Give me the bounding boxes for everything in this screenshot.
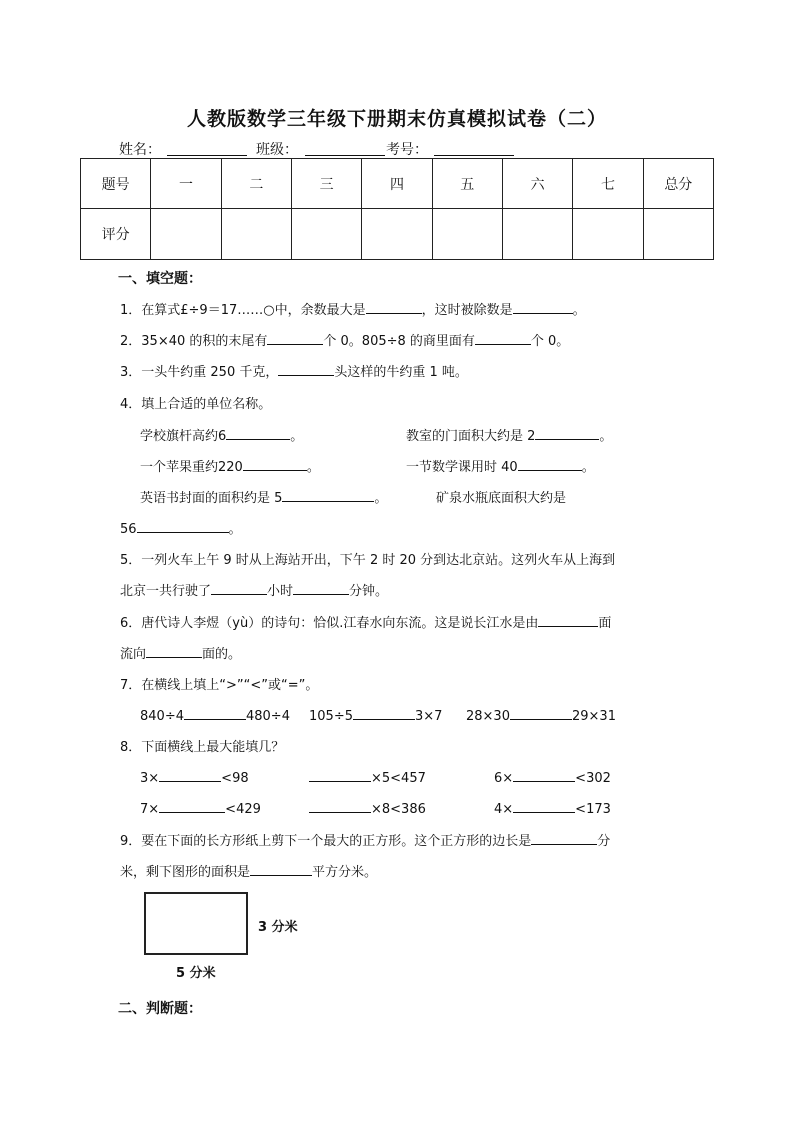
question-text: 3．一头牛约重 250 千克， <box>120 365 279 380</box>
question-4-item <box>406 456 595 475</box>
question-text: 个 0。805÷8 的商里面有 <box>323 334 475 349</box>
question-text: 面的。 <box>202 647 242 662</box>
question-text: 英语书封面的面积约是 5 <box>140 491 283 506</box>
question-8-stem: 8．下面横线上最大能填几？ <box>120 740 285 755</box>
question-4-item <box>140 456 320 475</box>
question-text: 一个苹果重约220 <box>140 460 243 475</box>
score-cell[interactable] <box>573 209 643 260</box>
question-text: 6．唐代诗人李煜（yù）的诗句：恰似.江春水向东流。这是说长江水是由 <box>120 616 539 631</box>
question-9 <box>120 830 610 849</box>
answer-blank[interactable] <box>146 644 202 658</box>
answer-blank[interactable] <box>211 581 267 595</box>
answer-blank[interactable] <box>513 799 575 813</box>
score-cell[interactable] <box>643 209 713 260</box>
answer-blank[interactable] <box>159 799 225 813</box>
question-text: 北京一共行驶了 <box>120 584 212 599</box>
answer-blank[interactable] <box>159 768 221 782</box>
answer-blank[interactable] <box>184 706 246 720</box>
question-text: 。 <box>581 460 595 475</box>
question-text: 米，剩下图形的面积是 <box>120 865 251 880</box>
question-8-item <box>494 768 611 786</box>
table-header-cell: 二 <box>221 159 291 209</box>
question-8-item <box>494 799 611 817</box>
question-text: 480÷4 <box>245 709 290 724</box>
answer-blank[interactable] <box>293 581 349 595</box>
question-text: 教室的门面积大约是 2 <box>406 429 536 444</box>
question-text: <98 <box>221 771 249 786</box>
question-text: 面 <box>598 616 612 631</box>
question-8-item <box>140 768 249 786</box>
question-text: <173 <box>575 802 611 817</box>
question-text: 2．35×40 的积的末尾有 <box>120 334 268 349</box>
question-text: 29×31 <box>571 709 616 724</box>
page-title: 人教版数学三年级下册期末仿真模拟试卷（二） <box>186 108 607 130</box>
question-text: 9．要在下面的长方形纸上剪下一个最大的正方形。这个正方形的边长是 <box>120 834 532 849</box>
table-header-cell: 题号 <box>81 159 151 209</box>
question-text: 1．在算式£÷9＝17……○中，余数最大是 <box>120 303 366 318</box>
answer-blank[interactable] <box>278 362 334 376</box>
score-cell[interactable] <box>432 209 502 260</box>
question-8-item <box>309 768 426 786</box>
question-text: 。 <box>290 429 304 444</box>
section-heading: 一、填空题： <box>118 271 202 287</box>
question-text: 。 <box>572 303 586 318</box>
name-label: 姓名： <box>119 142 161 158</box>
answer-blank[interactable] <box>250 862 312 876</box>
table-header-cell: 七 <box>573 159 643 209</box>
question-text: 平方分米。 <box>312 865 378 880</box>
question-text: 。 <box>599 429 613 444</box>
answer-blank[interactable] <box>137 519 229 533</box>
question-4-item <box>406 425 612 444</box>
answer-blank[interactable] <box>535 426 599 440</box>
question-5-line2 <box>120 580 388 599</box>
answer-blank[interactable] <box>309 799 371 813</box>
table-header-cell: 总分 <box>643 159 713 209</box>
question-1 <box>120 299 586 318</box>
question-7-stem: 7．在横线上填上“>”“<”或“=”。 <box>120 678 319 693</box>
exam-no-label: 考号： <box>386 142 428 158</box>
question-text: <302 <box>575 771 611 786</box>
section-heading: 二、判断题： <box>118 1001 202 1017</box>
answer-blank[interactable] <box>282 488 374 502</box>
answer-blank[interactable] <box>518 457 582 471</box>
question-6 <box>120 612 611 631</box>
question-4-item: 矿泉水瓶底面积大约是 <box>436 491 567 506</box>
question-text: 流向 <box>120 647 147 662</box>
question-text: 28×30 <box>466 709 510 724</box>
question-9-line2 <box>120 861 377 880</box>
question-text: ×8<386 <box>371 802 426 817</box>
question-text: 学校旗杆高约6 <box>140 429 227 444</box>
question-4-stem: 4．填上合适的单位名称。 <box>120 397 272 412</box>
height-label: 3 分米 <box>258 920 298 935</box>
question-8-item <box>309 799 426 817</box>
question-4-item <box>120 518 242 537</box>
answer-blank[interactable] <box>353 706 415 720</box>
table-header-cell: 四 <box>362 159 432 209</box>
question-text: ×5<457 <box>371 771 426 786</box>
question-text: 7× <box>140 802 160 817</box>
question-text: 3×7 <box>414 709 443 724</box>
rectangle-figure <box>144 892 248 955</box>
answer-blank[interactable] <box>243 457 307 471</box>
question-2 <box>120 330 569 349</box>
question-5: 5．一列火车上午 9 时从上海站开出，下午 2 时 20 分到达北京站。这列火车从上海到 <box>120 553 616 568</box>
question-text: 840÷4 <box>140 709 184 724</box>
question-text: 个 0。 <box>530 334 570 349</box>
answer-blank[interactable] <box>531 831 597 845</box>
answer-blank[interactable] <box>226 426 290 440</box>
answer-blank[interactable] <box>267 331 323 345</box>
question-8-item <box>140 799 261 817</box>
question-text: 6× <box>494 771 514 786</box>
question-7-item <box>309 706 442 724</box>
question-4-item <box>140 425 303 444</box>
question-7-item <box>140 706 290 724</box>
question-text: 一节数学课用时 40 <box>406 460 518 475</box>
answer-blank[interactable] <box>513 300 573 314</box>
question-6-line2 <box>120 643 241 662</box>
question-text: 分钟。 <box>349 584 389 599</box>
question-text: 56 <box>120 522 137 537</box>
question-text: 。 <box>306 460 320 475</box>
question-text: 105÷5 <box>309 709 353 724</box>
score-cell[interactable] <box>502 209 572 260</box>
answer-blank[interactable] <box>475 331 531 345</box>
question-text: 分 <box>597 834 611 849</box>
score-table <box>80 158 714 260</box>
answer-blank[interactable] <box>510 706 572 720</box>
width-label: 5 分米 <box>176 966 216 981</box>
class-label: 班级： <box>256 142 298 158</box>
score-cell[interactable] <box>291 209 361 260</box>
answer-blank[interactable] <box>513 768 575 782</box>
answer-blank[interactable] <box>309 768 371 782</box>
question-text: <429 <box>225 802 261 817</box>
score-row-label: 评分 <box>81 209 151 260</box>
question-text: 4× <box>494 802 514 817</box>
table-header-cell: 五 <box>432 159 502 209</box>
score-cell[interactable] <box>221 209 291 260</box>
question-text: 小时 <box>267 584 294 599</box>
question-4-item <box>140 487 387 506</box>
question-text: 。 <box>374 491 388 506</box>
table-header-cell: 六 <box>502 159 572 209</box>
answer-blank[interactable] <box>538 613 598 627</box>
answer-blank[interactable] <box>366 300 422 314</box>
question-7-item <box>466 706 616 724</box>
score-cell[interactable] <box>362 209 432 260</box>
table-header-cell: 一 <box>151 159 221 209</box>
question-text: 头这样的牛约重 1 吨。 <box>334 365 468 380</box>
question-3 <box>120 361 468 380</box>
table-header-cell: 三 <box>291 159 361 209</box>
question-text: ，这时被除数是 <box>421 303 513 318</box>
question-text: 3× <box>140 771 160 786</box>
score-cell[interactable] <box>151 209 221 260</box>
question-text: 。 <box>228 522 242 537</box>
